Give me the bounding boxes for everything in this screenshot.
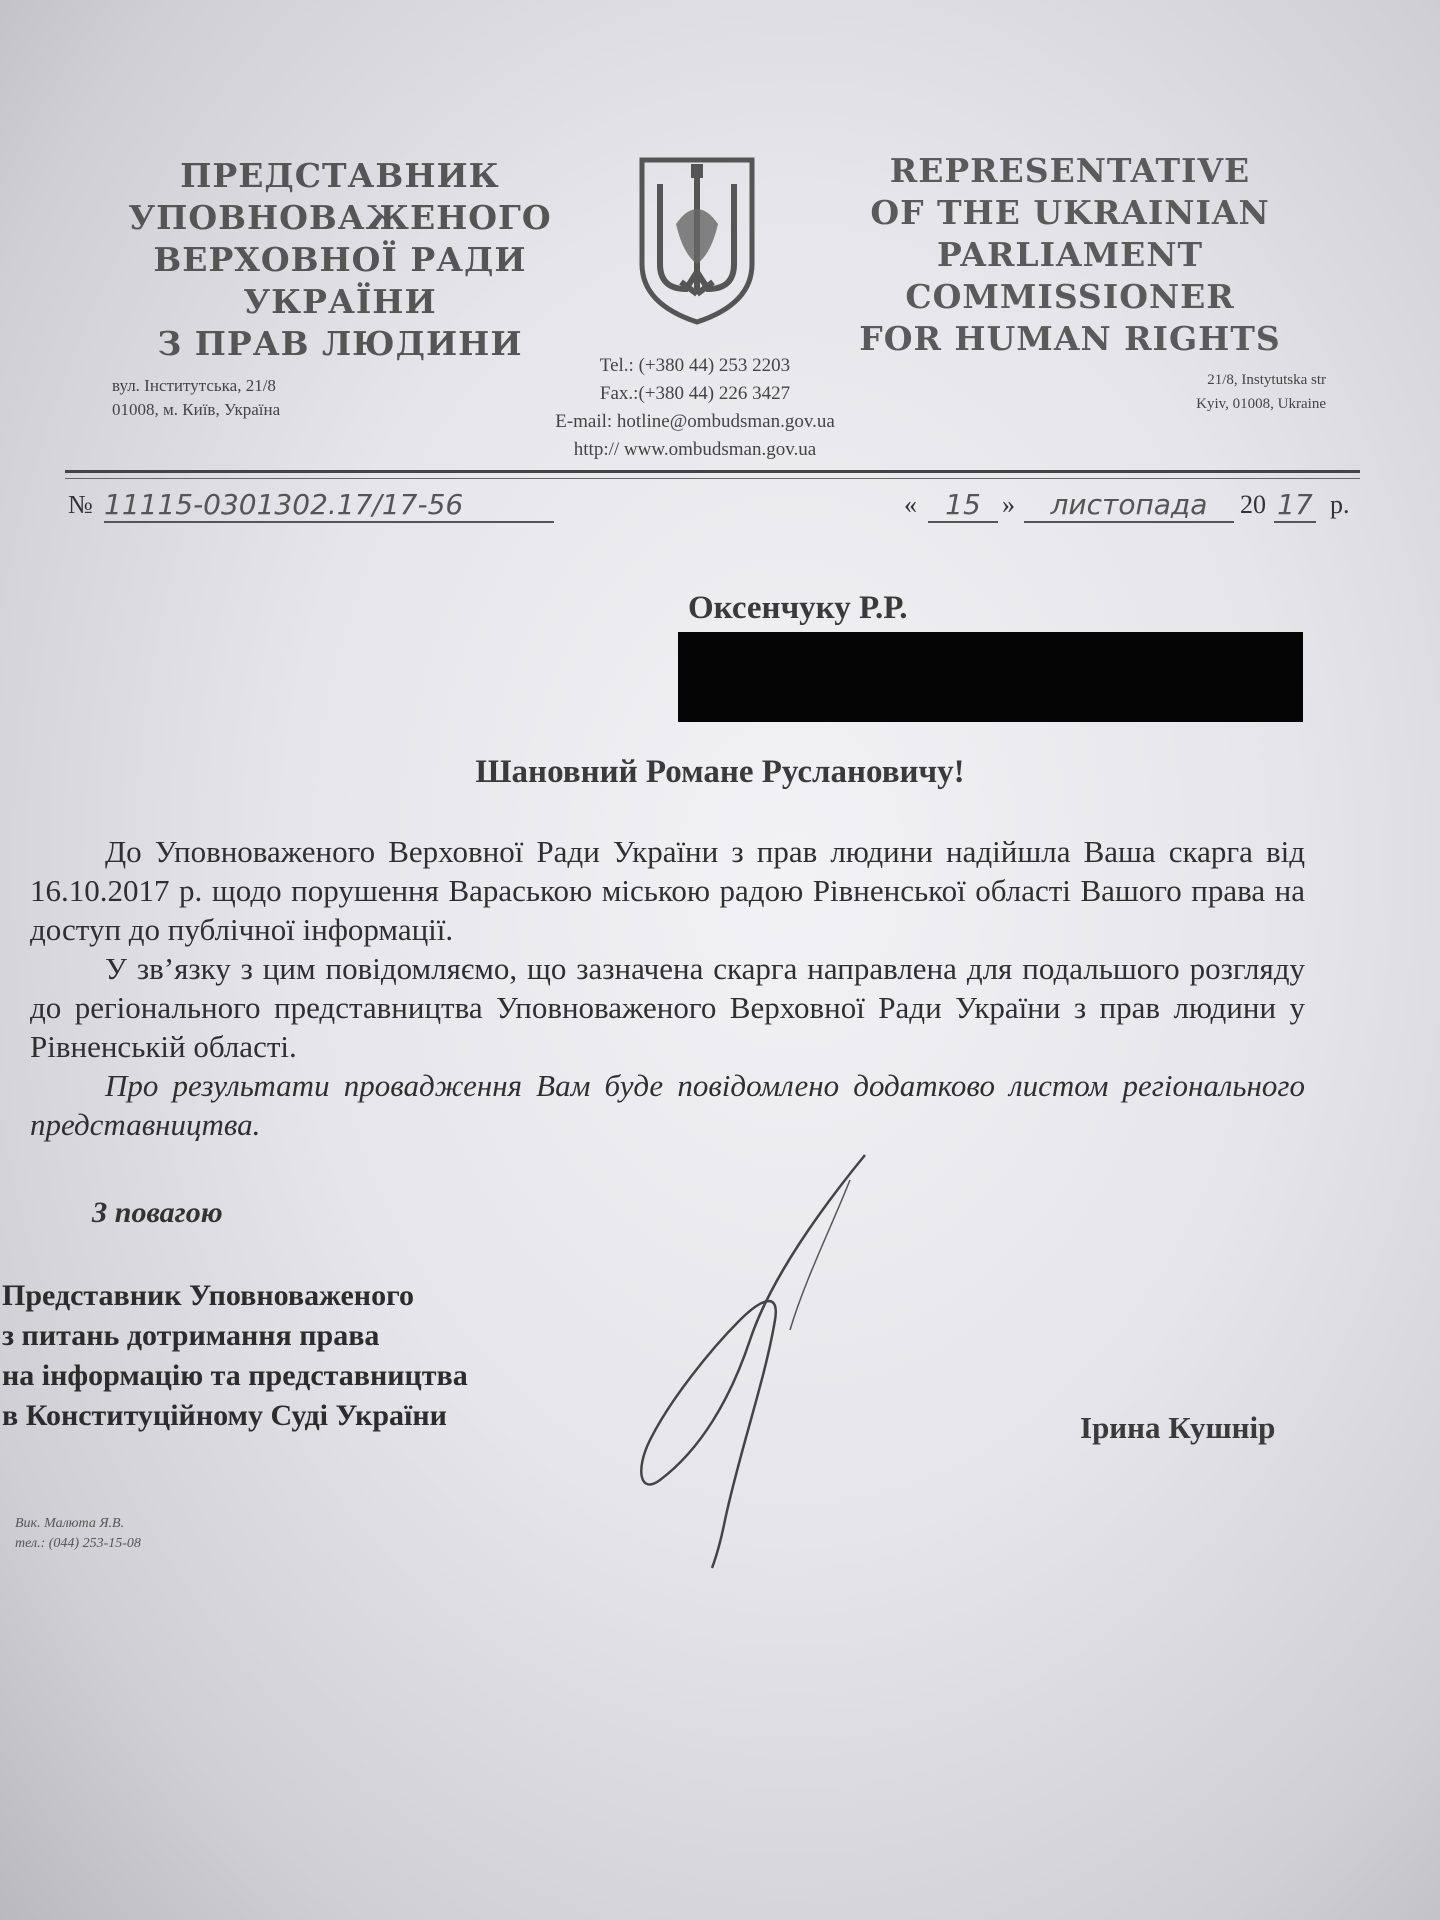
header-en-line: FOR HUMAN RIGHTS <box>859 319 1281 358</box>
body-paragraph: У зв’язку з цим повідомляємо, що зазначена скарга направлена для подальшого розгляду до регіонального представництва Уповноваженого Верховної Ради України з прав людини у Рівненській області. <box>30 951 1305 1064</box>
signatory-title-line: на інформацію та представництва <box>2 1359 468 1392</box>
signatory-name: Ірина Кушнір <box>1080 1410 1276 1445</box>
reg-number: 11115-0301302.17/17-56 <box>104 488 554 523</box>
contacts <box>500 352 890 464</box>
executor-name: Вик. Малюта Я.В. <box>15 1516 125 1531</box>
signatory-title-line: в Конституційному Суді України <box>2 1399 447 1432</box>
recipient-name: Оксенчуку Р.Р. <box>688 590 908 626</box>
header-ua <box>80 155 600 365</box>
registration-row: № 11115-0301302.17/17-56 « 15 » листопада 20 17 р. <box>68 488 1350 521</box>
address-ua <box>112 374 280 422</box>
contact-tel: Tel.: (+380 44) 253 2203 <box>599 355 791 376</box>
header-ua-line: З ПРАВ ЛЮДИНИ <box>157 324 523 363</box>
body-paragraph: Про результати провадження Вам буде повідомлено додатково листом регіонального представництва. <box>30 1068 1305 1142</box>
header-en-line: OF THE UKRAINIAN <box>870 193 1270 232</box>
signatory-title <box>2 1276 468 1436</box>
header-en <box>800 150 1340 360</box>
address-line: вул. Інститутська, 21/8 <box>112 376 276 395</box>
header-ua-line: ПРЕДСТАВНИК <box>180 156 500 195</box>
reg-number-label: № <box>68 490 93 519</box>
contact-web: http:// www.ombudsman.gov.ua <box>573 439 817 460</box>
reg-month: листопада <box>1024 488 1234 523</box>
executor-phone: тел.: (044) 253-15-08 <box>15 1536 141 1551</box>
address-line: Kyiv, 01008, Ukraine <box>1196 396 1326 412</box>
trident-icon <box>636 154 758 326</box>
contact-email: E-mail: hotline@ombudsman.gov.ua <box>555 411 835 432</box>
header-divider-thin <box>65 478 1360 479</box>
reg-year-prefix: 20 <box>1240 490 1266 519</box>
address-line: 01008, м. Київ, Україна <box>112 400 281 419</box>
reg-year: 17 <box>1274 488 1316 523</box>
reg-year-label: р. <box>1330 490 1350 519</box>
signatory-title-line: з питань дотримання права <box>2 1319 380 1352</box>
header-ua-line: ВЕРХОВНОЇ РАДИ УКРАЇНИ <box>153 240 527 321</box>
signatory-title-line: Представник Уповноваженого <box>2 1279 414 1312</box>
body-paragraph: До Уповноваженого Верховної Ради України з прав людини надійшла Ваша скарга від 16.10.2017 р. щодо порушення Вараською міською радою Рівненської області Вашого права на доступ до публічної інформації. <box>30 834 1305 947</box>
address-en <box>1080 368 1326 416</box>
header-divider <box>65 470 1360 473</box>
salutation: Шановний Романе Руслановичу! <box>475 754 965 790</box>
reg-day: 15 <box>928 488 998 523</box>
contact-fax: Fax.:(+380 44) 226 3427 <box>599 383 791 404</box>
address-line: 21/8, Instytutska str <box>1207 372 1326 388</box>
letter-body <box>30 832 1305 1144</box>
executor-note <box>15 1514 141 1554</box>
closing: З повагою <box>92 1196 223 1229</box>
header-en-line: REPRESENTATIVE <box>889 151 1251 190</box>
handwritten-signature <box>630 1150 890 1570</box>
header-en-line: PARLIAMENT COMMISSIONER <box>905 235 1235 316</box>
header-ua-line: УПОВНОВАЖЕНОГО <box>128 198 552 237</box>
redacted-block <box>678 632 1303 722</box>
